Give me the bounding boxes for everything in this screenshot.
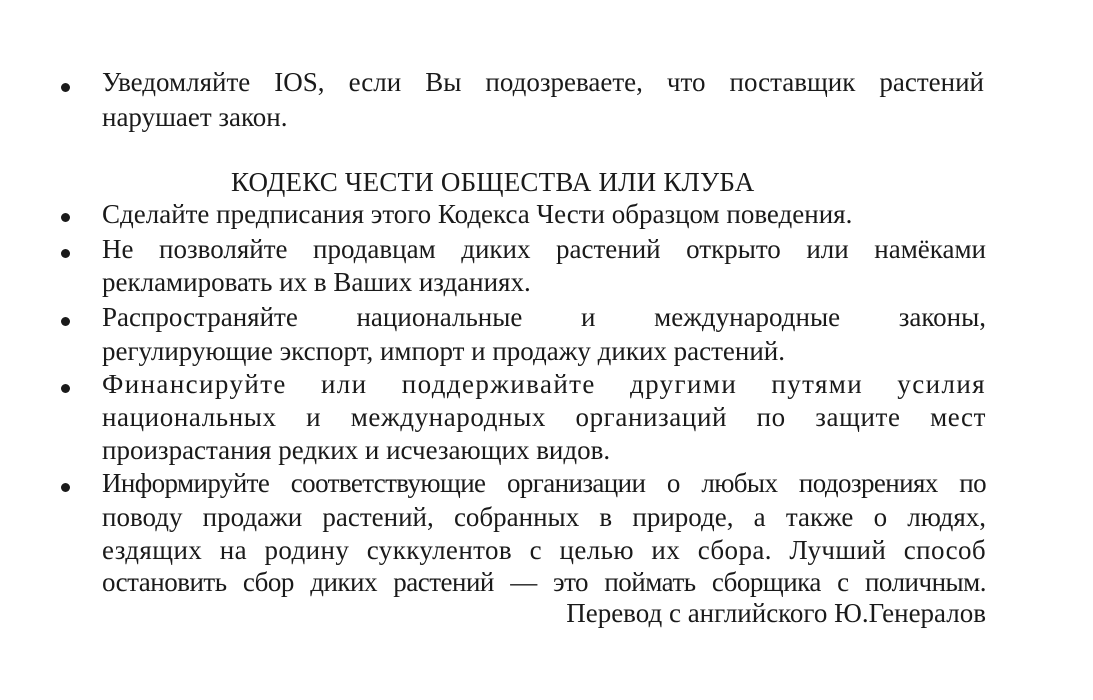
translator-credit: Перевод с английского Ю.Генералов [566,598,986,628]
list-item-line: произрастания редких и исчезающих видов. [102,435,611,465]
list-item-line: Сделайте предписания этого Кодекса Чести образцом поведения. [102,199,853,229]
list-item-line: рекламировать их в Ваших изданиях. [102,267,531,297]
list-item-line: Не позволяйте продавцам диких растений открыто или намёками [102,234,986,264]
list-item-line: Распространяйте национальные и международные законы, [102,302,986,332]
bullet-icon [61,249,70,258]
list-item-line: поводу продажи растений, собранных в природе, а также о людях, [102,502,986,532]
bullet-icon [61,213,70,222]
list-item-line: Финансируйте или поддерживайте другими путями усилия [102,369,986,399]
bullet-icon [61,384,70,393]
list-item-line: ездящих на родину суккулентов с целью их сбора. Лучший способ [102,535,986,565]
list-item-line: национальных и международных организаций по защите мест [102,402,986,432]
section-heading: КОДЕКС ЧЕСТИ ОБЩЕСТВА ИЛИ КЛУБА [231,167,755,197]
bullet-icon [61,483,70,492]
bullet-icon [61,83,70,92]
list-item-line: регулирующие экспорт, импорт и продажу диких растений. [102,336,785,366]
bullet-icon [61,317,70,326]
list-item-line: нарушает закон. [102,102,288,132]
list-item-line: Информируйте соответствующие организации о любых подозрениях по [102,468,986,498]
list-item-line: Уведомляйте IOS, если Вы подозреваете, что поставщик растений [102,67,984,97]
list-item-line: остановить сбор диких растений — это поймать сборщика с поличным. [102,567,986,597]
